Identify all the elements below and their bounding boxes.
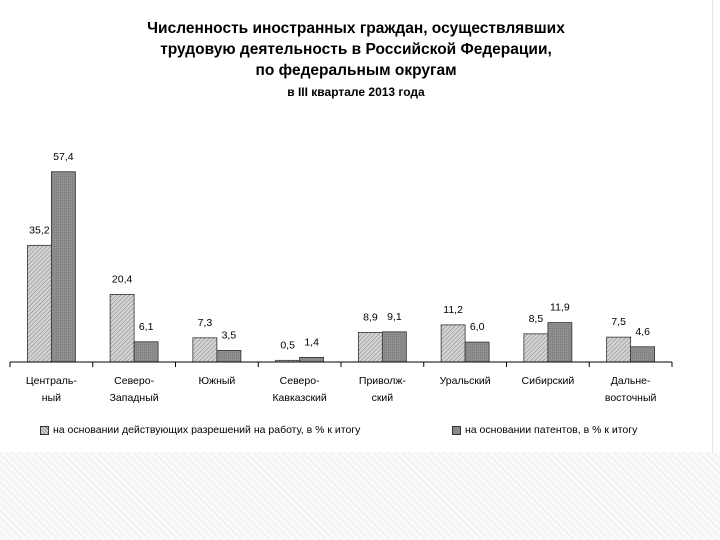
x-axis: [10, 362, 672, 404]
data-label: 6,0: [469, 321, 485, 334]
bar-permits: [110, 294, 134, 362]
bar-patents: [51, 172, 75, 362]
slide-footer-area: [0, 452, 720, 540]
bar-patents: [548, 323, 572, 362]
data-label: 4,6: [635, 325, 650, 338]
x-tick-label: ный: [41, 392, 61, 404]
data-label: 7,5: [611, 316, 626, 329]
bars-layer: [27, 172, 654, 362]
bar-permits: [607, 337, 631, 362]
legend-label-patents: на основании патентов, в % к итогу: [465, 424, 638, 436]
bar-patents: [465, 342, 489, 362]
x-tick-label: ский: [371, 392, 394, 404]
legend-item-permits: [40, 424, 360, 436]
x-tick-label: восточный: [604, 392, 657, 404]
bar-patents: [631, 347, 655, 362]
legend-item-patents: [452, 424, 637, 436]
title-line-2: трудовую деятельность в Российской Федерации,: [160, 41, 552, 58]
x-tick-label: Западный: [109, 392, 159, 404]
data-label: 7,3: [197, 316, 213, 329]
data-label: 20,4: [111, 273, 133, 286]
data-label: 35,2: [29, 224, 50, 237]
data-label: 6,1: [138, 320, 154, 333]
data-label: 1,4: [304, 336, 319, 349]
bar-permits: [27, 245, 51, 362]
data-label: 0,5: [280, 339, 295, 352]
x-tick-label: Централь-: [25, 375, 77, 387]
x-tick-label: Уральский: [439, 375, 491, 387]
x-tick-label: Приволж-: [358, 375, 406, 387]
data-label: 11,2: [443, 303, 463, 316]
bar-permits: [358, 333, 382, 362]
bar-permits: [524, 334, 548, 362]
bar-patents: [382, 332, 406, 362]
x-tick-label: Сибирский: [521, 375, 575, 387]
legend-swatch-patents: [452, 426, 461, 435]
x-tick-label: Северо-: [114, 375, 155, 387]
bar-patents: [134, 342, 158, 362]
x-tick-label: Дальне-: [610, 375, 651, 387]
bar-patents: [300, 357, 324, 362]
x-tick-label: Кавказский: [272, 392, 327, 404]
bar-permits: [441, 325, 465, 362]
bar-patents: [217, 350, 241, 362]
x-tick-label: Южный: [198, 375, 236, 387]
legend-swatch-permits: [40, 426, 49, 435]
legend-label-permits: на основании действующих разрешений на работу, в % к итогу: [53, 424, 361, 436]
data-label: 3,5: [221, 329, 237, 342]
data-label: 9,1: [387, 310, 402, 323]
data-label: 57,4: [53, 150, 74, 163]
legend: [0, 424, 712, 442]
x-tick-label: Северо-: [279, 375, 320, 387]
data-label: 8,5: [528, 312, 544, 325]
data-label: 8,9: [363, 311, 378, 324]
title-subtitle: в III квартале 2013 года: [287, 85, 425, 99]
title-line-1: Численность иностранных граждан, осуществлявших: [147, 20, 565, 37]
title-line-3: по федеральным округам: [255, 62, 457, 79]
bar-permits: [193, 338, 217, 362]
data-label: 11,9: [550, 301, 570, 314]
